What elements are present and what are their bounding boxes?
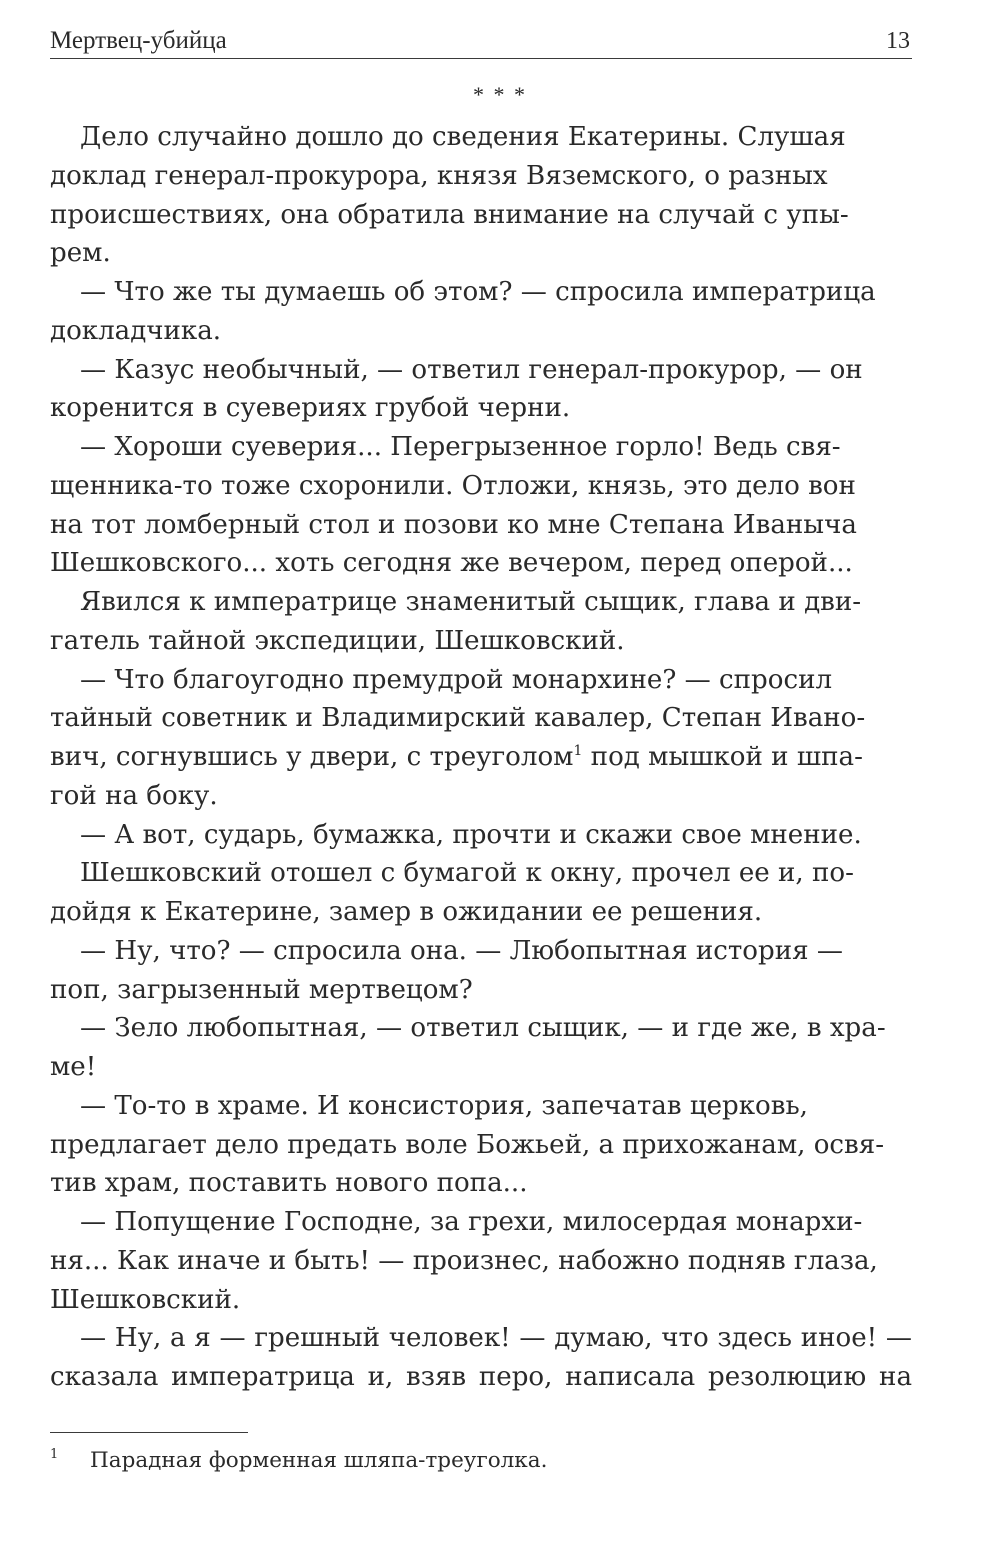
running-head (50, 24, 912, 59)
paragraph: Дело случайно дошло до сведения Екатерины. Слушая доклад генерал-прокурора, князя Вяземского, о разных происшествиях, она обратила внимание на случай с упы- рем. (50, 122, 849, 269)
paragraph-with-footnote (50, 661, 912, 816)
footnote-number: 1 (50, 1447, 59, 1462)
footnote-separator (50, 1432, 248, 1433)
paragraph: — Что же ты думаешь об этом? — спросила императрица докладчика. (50, 277, 876, 346)
paragraph-text-before: — Что благоугодно премудрой монархине? — спросил тайный советник и Владимирский кавалер, Степан Ивано- вич, согнувшись у двери, с треуголом (50, 664, 866, 772)
paragraph: — То-то в храме. И консистория, запечатав церковь, предлагает дело предать воле Божьей, а прихожанам, освя- тив храм, поставить нового попа... (50, 1090, 885, 1199)
page-number: 13 (886, 28, 910, 54)
paragraph: Шешковский отошел с бумагой к окну, прочел ее и, по- дойдя к Екатерине, замер в ожидании ее решения. (50, 858, 854, 927)
running-title: Мертвец-убийца (50, 27, 227, 54)
section-break: * * * (473, 82, 527, 107)
paragraph: — А вот, сударь, бумажка, прочти и скажи свое мнение. (80, 819, 862, 850)
paragraph: — Казус необычный, — ответил генерал-прокурор, — он коренится в суевериях грубой черни. (50, 354, 863, 424)
paragraph: — Хороши суеверия... Перегрызенное горло! Ведь свя- щенника-то тоже схоронили. Отложи, князь, это дело вон на тот ломберный стол и позови ко мне Степана Иваныча Шешковского... хоть сегодня же вечером, перед оперой... (50, 432, 857, 579)
footnote-text: Парадная форменная шляпа-треуголка. (90, 1448, 548, 1473)
paragraph-text-after: под мышкой и шпа- гой на боку. (50, 742, 863, 811)
paragraph: — Ну, что? — спросила она. — Любопытная история — поп, загрызенный мертвецом? (50, 935, 843, 1005)
paragraph: Явился к императрице знаменитый сыщик, глава и дви- гатель тайной экспедиции, Шешковский. (50, 587, 862, 656)
paragraph: — Попущение Господне, за грехи, милосердая монархи- ня... Как иначе и быть! — произнес, набожно подняв глаза, Шешковский. (50, 1207, 878, 1315)
paragraph: — Ну, а я — грешный человек! — думаю, что здесь иное! — сказала императрица и, взяв перо, написала резолюцию на (50, 1323, 912, 1392)
text-body (50, 118, 912, 1397)
footnote-reference: 1 (573, 743, 583, 759)
paragraph: — Зело любопытная, — ответил сыщик, — и где же, в хра- ме! (50, 1013, 886, 1082)
